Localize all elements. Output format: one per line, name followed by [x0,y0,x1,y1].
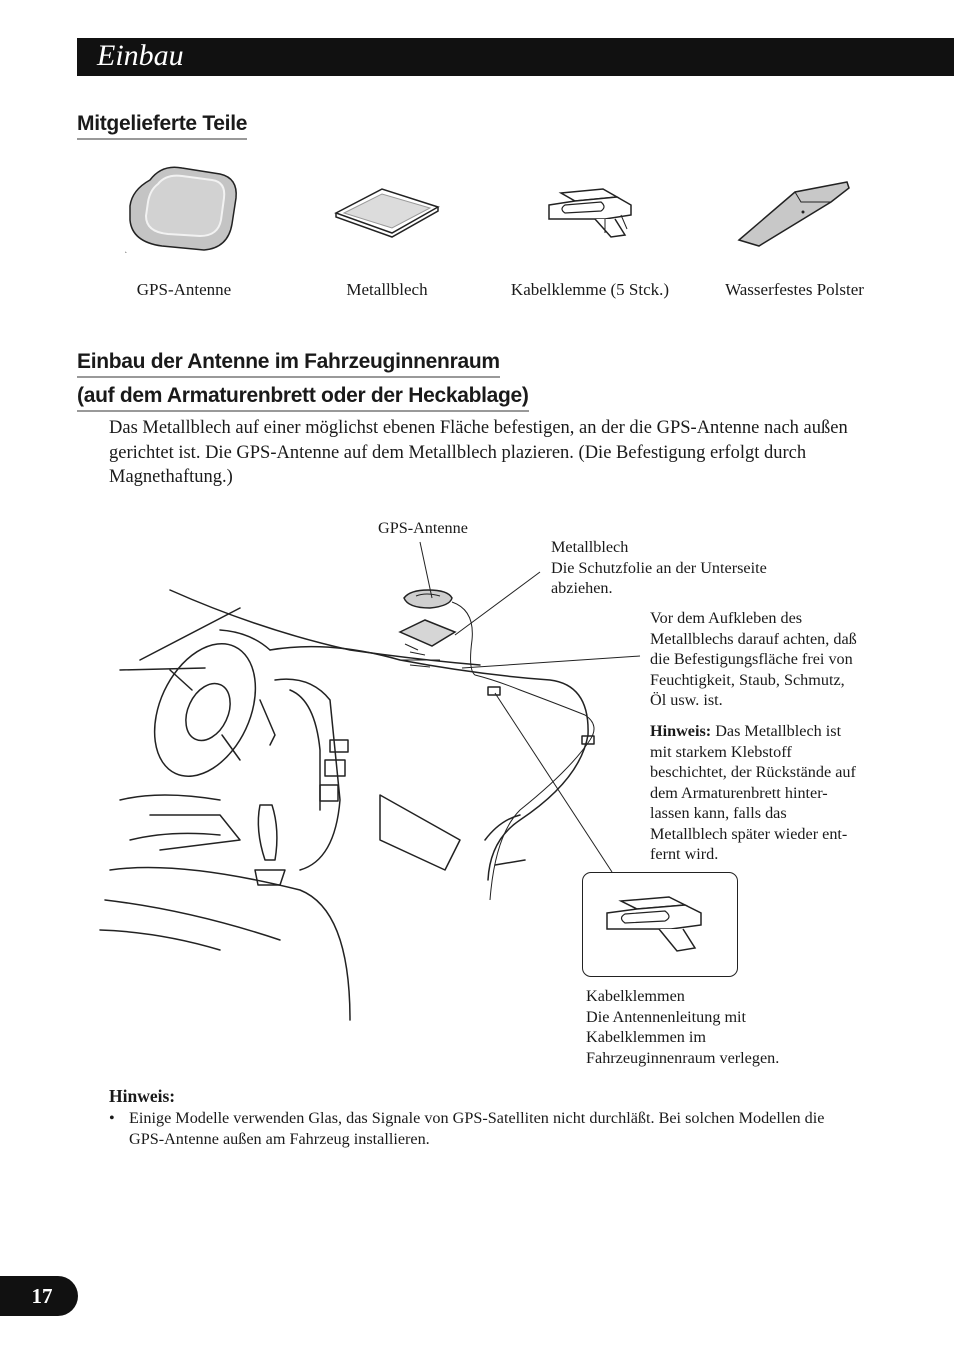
caution-line: Vor dem Aufkleben des [650,609,803,627]
part-label-metal-plate: Metallblech [346,280,428,299]
hint-line: mit starkem Klebstoff [650,742,792,761]
install-instructions: Das Metallblech auf einer möglichst ebenen Fläche befestigen, an der die GPS-Antenne nach außen gerichtet ist. Die GPS-Antenne auf dem Metallblech plazieren. (Die Befestigung erfolgt durch Magnethaftung.) [109,418,848,487]
clamp-line: Kabelklemmen im [586,1028,707,1046]
label-metal-plate-title: Metallblech [551,538,629,556]
label-gps-antenna: GPS-Antenne [378,519,468,537]
bullet-dot: • [109,1109,115,1127]
hint-line: Metallblech später wieder ent- [650,824,848,843]
hint-line: fernt wird. [650,845,719,863]
note-text: Einige Modelle verwenden Glas, das Signale von GPS-Satelliten nicht durchläßt. Bei solchen Modellen die GPS-Antenne außen am Fahrzeug installieren. [129,1109,825,1148]
label-metal-plate-line1: Die Schutzfolie an der Unterseite [551,558,767,577]
part-label-waterproof-pad: Wasserfestes Polster [725,280,864,299]
part-label-gps-antenna: GPS-Antenne [136,280,232,299]
caution-line: Feuchtigkeit, Staub, Schmutz, [650,670,845,689]
clamp-line: Kabelklemmen [586,987,685,1005]
clamp-line: Die Antennenleitung mit [586,1007,747,1026]
page-number: 17 [0,1276,78,1316]
note-title: Hinweis: [109,1086,176,1106]
hint-text [650,721,856,865]
hint-line: dem Armaturenbrett hinter- [650,783,828,802]
clamp-text [586,986,779,1068]
note-bullet-item [109,1108,849,1149]
hint-line: lassen kann, falls das [650,804,787,822]
section-heading-parts: Mitgelieferte Teile [77,112,247,140]
label-metal-plate-line2: abziehen. [551,579,613,597]
page-title: Einbau [97,39,184,72]
caution-text [650,608,857,711]
caution-line: Öl usw. ist. [650,691,723,709]
label-metal-plate [551,537,767,599]
caution-line: die Befestigungsfläche frei von [650,650,853,668]
part-label-cable-clamp: Kabelklemme (5 Stck.) [510,280,670,299]
section-heading-install-line2: (auf dem Armaturenbrett oder der Heckablage) [77,384,529,412]
hint-first-line: Das Metallblech ist [711,722,842,740]
clamp-line: Fahrzeuginnenraum verlegen. [586,1048,780,1067]
section-heading-install-line1: Einbau der Antenne im Fahrzeuginnenraum [77,350,500,378]
hint-label: Hinweis: [650,722,712,740]
hint-line: beschichtet, der Rückstände auf [650,763,856,781]
caution-line: Metallblechs darauf achten, daß [650,629,857,648]
